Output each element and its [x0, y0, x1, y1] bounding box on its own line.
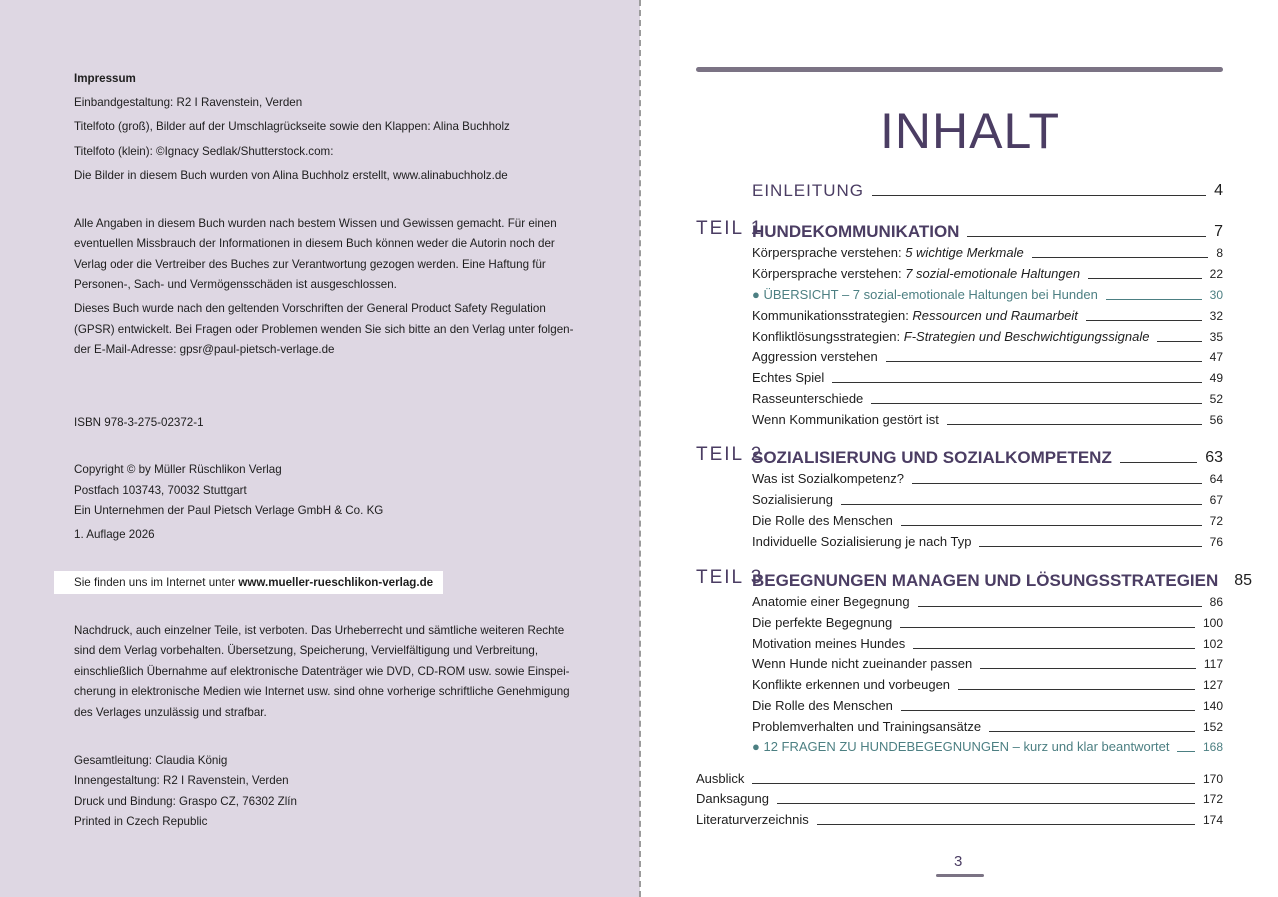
toc-entry-page: 140 [1202, 699, 1223, 713]
leader-line [871, 403, 1201, 404]
leader-line [913, 648, 1195, 649]
toc-entry[interactable] [752, 592, 1223, 610]
leader-line [901, 710, 1195, 711]
toc-entry-text: Danksagung [696, 791, 769, 806]
toc-entry-page: 100 [1202, 616, 1223, 630]
toc-entry-text: Sozialisierung [752, 492, 833, 507]
entry-main-text: Kommunikationsstrategien: [752, 308, 913, 323]
rights-line: des Verlages unzulässig und strafbar. [74, 706, 267, 719]
copyright-line: Copyright © by Müller Rüschlikon Verlag [74, 463, 282, 476]
toc-entry-page: 56 [1209, 413, 1223, 427]
toc-entry-text: Die Rolle des Menschen [752, 698, 893, 713]
leader-line [872, 195, 1206, 196]
toc-entry-highlight[interactable] [752, 737, 1223, 755]
toc-entry[interactable] [752, 613, 1223, 631]
part-heading-text: BEGEGNUNGEN MANAGEN UND LÖSUNGSSTRATEGIEN [752, 571, 1219, 590]
toc-entry-page: 47 [1209, 350, 1223, 364]
web-address [74, 575, 433, 591]
part-1-label: TEIL 1 [696, 218, 764, 239]
page-number-bar [936, 874, 984, 877]
toc-entry[interactable] [752, 410, 1223, 428]
entry-italic-text: 7 sozial-emotionale Haltungen [905, 266, 1081, 281]
toc-entry[interactable] [752, 347, 1223, 365]
leader-line [1032, 257, 1209, 258]
toc-entry-text: Individuelle Sozialisierung je nach Typ [752, 534, 972, 549]
leader-line [901, 525, 1202, 526]
leader-line [958, 689, 1195, 690]
toc-entry-page: 32 [1209, 309, 1223, 323]
credits-line: Gesamtleitung: Claudia König [74, 754, 228, 767]
toc-entry[interactable] [752, 717, 1223, 735]
toc-backmatter-entry[interactable] [696, 810, 1223, 828]
copyright-line: 1. Auflage 2026 [74, 528, 155, 541]
disclaimer-line: (GPSR) entwickelt. Bei Fragen oder Problemen wenden Sie sich bitte an den Verlag unter folgen- [74, 323, 574, 336]
toc-entry-page: 168 [1202, 740, 1223, 754]
part-heading-page: 85 [1234, 572, 1253, 589]
leader-line [1106, 299, 1202, 300]
leader-line [967, 236, 1206, 237]
leader-line [979, 546, 1201, 547]
toc-entry[interactable] [752, 511, 1223, 529]
disclaimer-line: Dieses Buch wurde nach den geltenden Vorschriften der General Product Safety Regulation [74, 302, 546, 315]
leader-line [980, 668, 1196, 669]
toc-entry-text: Literaturverzeichnis [696, 812, 809, 827]
part-heading-text: SOZIALISIERUNG UND SOZIALKOMPETENZ [752, 448, 1112, 467]
disclaimer-line: Verlag oder die Vertreiber des Buches zur Verantwortung gezogen werden. Eine Haftung für [74, 258, 546, 271]
rights-line: einschließlich Übernahme auf elektronische Datenträger wie DVD, CD-ROM usw. sowie Einspei- [74, 665, 570, 678]
web-address-prefix: Sie finden uns im Internet unter [74, 576, 239, 589]
entry-italic-text: Ressourcen und Raumarbeit [912, 308, 1078, 323]
toc-entry-text: Wenn Hunde nicht zueinander passen [752, 656, 973, 671]
leader-line [777, 803, 1195, 804]
entry-main-text: Körpersprache verstehen: [752, 266, 906, 281]
credits-line: Innengestaltung: R2 I Ravenstein, Verden [74, 774, 289, 787]
leader-line [886, 361, 1202, 362]
toc-entry-page: 52 [1209, 392, 1223, 406]
toc-entry[interactable] [752, 532, 1223, 550]
leader-line [1088, 278, 1202, 279]
disclaimer-line: Alle Angaben in diesem Buch wurden nach bestem Wissen und Gewissen gemacht. Für einen [74, 217, 557, 230]
part-heading-page: 7 [1214, 223, 1223, 240]
leader-line [832, 382, 1201, 383]
toc-entry[interactable] [752, 654, 1223, 672]
entry-italic-text: F-Strategien und Beschwichtigungssignale [903, 329, 1150, 344]
leader-line [1120, 462, 1197, 463]
leader-line [1177, 751, 1194, 752]
toc-entry-highlight[interactable] [752, 285, 1223, 303]
impressum-line: Einbandgestaltung: R2 I Ravenstein, Verden [74, 96, 303, 109]
impressum-line: Titelfoto (klein): ©Ignacy Sedlak/Shutterstock.com: [74, 145, 334, 158]
toc-entry-text [752, 266, 1080, 282]
leader-line [918, 606, 1202, 607]
toc-entry-page: 35 [1209, 330, 1223, 344]
rights-line: Nachdruck, auch einzelner Teile, ist verboten. Das Urheberrecht und sämtliche weiteren Rechte [74, 624, 565, 637]
top-decorative-bar [696, 67, 1223, 72]
part-1-heading[interactable] [752, 218, 1223, 242]
credits-line: Printed in Czech Republic [74, 815, 208, 828]
toc-entry-text: Motivation meines Hundes [752, 636, 906, 651]
toc-entry-page: 49 [1209, 371, 1223, 385]
leader-line [1086, 320, 1202, 321]
part-2-heading[interactable] [752, 444, 1223, 468]
toc-entry-page: 8 [1216, 246, 1223, 260]
part-3-heading[interactable] [752, 567, 1253, 591]
toc-entry[interactable] [752, 696, 1223, 714]
toc-entry[interactable] [752, 469, 1223, 487]
toc-entry-text: Problemverhalten und Trainingsansätze [752, 719, 982, 734]
entry-italic-text: 5 wichtige Merkmale [905, 245, 1024, 260]
toc-entry-text: Rasseunterschiede [752, 391, 864, 406]
toc-entry-page: 72 [1209, 514, 1223, 528]
toc-entry-text: ● 12 FRAGEN ZU HUNDEBEGEGNUNGEN – kurz und klar beantwortet [752, 739, 1170, 754]
impressum-heading: Impressum [74, 72, 136, 85]
toc-entry-page: 127 [1202, 678, 1223, 692]
toc-entry-page: 172 [1202, 792, 1223, 806]
toc-entry-page: 170 [1202, 772, 1223, 786]
leader-line [1157, 341, 1201, 342]
rights-line: sind dem Verlag vorbehalten. Übersetzung, Speicherung, Vervielfältigung und Verbreitung, [74, 644, 539, 657]
isbn: ISBN 978-3-275-02372-1 [74, 416, 204, 429]
toc-entry[interactable] [752, 243, 1223, 261]
toc-entry-text: Aggression verstehen [752, 349, 878, 364]
toc-entry-page: 76 [1209, 535, 1223, 549]
leader-line [900, 627, 1195, 628]
toc-entry[interactable] [752, 490, 1223, 508]
toc-entry-text: Echtes Spiel [752, 370, 825, 385]
toc-entry-page: 30 [1209, 288, 1223, 302]
toc-entry-page: 22 [1209, 267, 1223, 281]
toc-intro-page: 4 [1214, 182, 1223, 199]
leader-line [841, 504, 1202, 505]
leader-line [817, 824, 1195, 825]
copyright-line: Postfach 103743, 70032 Stuttgart [74, 484, 247, 497]
entry-main-text: Konfliktlösungsstrategien: [752, 329, 904, 344]
web-address-url[interactable]: www.mueller-rueschlikon-verlag.de [238, 576, 434, 589]
toc-entry-text: Die Rolle des Menschen [752, 513, 893, 528]
toc-title: INHALT [880, 103, 1061, 159]
toc-entry-page: 174 [1202, 813, 1223, 827]
toc-entry-page: 64 [1209, 472, 1223, 486]
toc-entry-text [752, 308, 1078, 324]
page-number: 3 [954, 853, 963, 870]
leader-line [947, 424, 1202, 425]
leader-line [912, 483, 1202, 484]
disclaimer-line: der E-Mail-Adresse: gpsr@paul-pietsch-verlage.de [74, 343, 335, 356]
toc-backmatter-entry[interactable] [696, 789, 1223, 807]
disclaimer-line: eventuellen Missbrauch der Informationen in diesem Buch können weder die Autorin noch der [74, 237, 555, 250]
leader-line [752, 783, 1195, 784]
toc-entry-text: Die perfekte Begegnung [752, 615, 893, 630]
disclaimer-line: Personen-, Sach- und Vermögensschäden ist ausgeschlossen. [74, 278, 397, 291]
toc-entry-page: 86 [1209, 595, 1223, 609]
toc-entry-text [752, 329, 1149, 345]
toc-entry[interactable] [752, 675, 1223, 693]
credits-line: Druck und Bindung: Graspo CZ, 76302 Zlín [74, 795, 297, 808]
toc-entry[interactable] [752, 368, 1223, 386]
toc-intro-label: EINLEITUNG [752, 181, 865, 200]
toc-entry-text: Was ist Sozialkompetenz? [752, 471, 904, 486]
part-3-label: TEIL 3 [696, 567, 764, 588]
toc-entry[interactable] [752, 306, 1223, 324]
toc-entry-text [752, 245, 1024, 261]
impressum-line: Die Bilder in diesem Buch wurden von Alina Buchholz erstellt, www.alinabuchholz.de [74, 169, 508, 182]
toc-entry-text: Ausblick [696, 771, 745, 786]
leader-line [989, 731, 1195, 732]
toc-backmatter-entry[interactable] [696, 769, 1223, 787]
impressum-line: Titelfoto (groß), Bilder auf der Umschlagrückseite sowie den Klappen: Alina Buchholz [74, 120, 510, 133]
toc-intro[interactable] [752, 177, 1223, 201]
toc-entry-text: ● ÜBERSICHT – 7 sozial-emotionale Haltungen bei Hunden [752, 287, 1098, 302]
toc-entry[interactable] [752, 634, 1223, 652]
toc-entry-text: Anatomie einer Begegnung [752, 594, 910, 609]
toc-entry-page: 67 [1209, 493, 1223, 507]
toc-entry-page: 152 [1202, 720, 1223, 734]
toc-entry-text: Konflikte erkennen und vorbeugen [752, 677, 951, 692]
toc-entry-page: 102 [1202, 637, 1223, 651]
copyright-line: Ein Unternehmen der Paul Pietsch Verlage GmbH & Co. KG [74, 504, 384, 517]
toc-entry[interactable] [752, 327, 1223, 345]
rights-line: cherung in elektronische Medien wie Internet usw. sind ohne vorherige schriftliche Genehmigung [74, 685, 570, 698]
toc-entry[interactable] [752, 389, 1223, 407]
toc-entry[interactable] [752, 264, 1223, 282]
part-heading-page: 63 [1205, 449, 1223, 466]
page-fold-divider [639, 0, 641, 897]
entry-main-text: Körpersprache verstehen: [752, 245, 906, 260]
part-2-label: TEIL 2 [696, 444, 764, 465]
part-heading-text: HUNDEKOMMUNIKATION [752, 222, 960, 241]
toc-entry-page: 117 [1203, 657, 1223, 671]
toc-entry-text: Wenn Kommunikation gestört ist [752, 412, 939, 427]
